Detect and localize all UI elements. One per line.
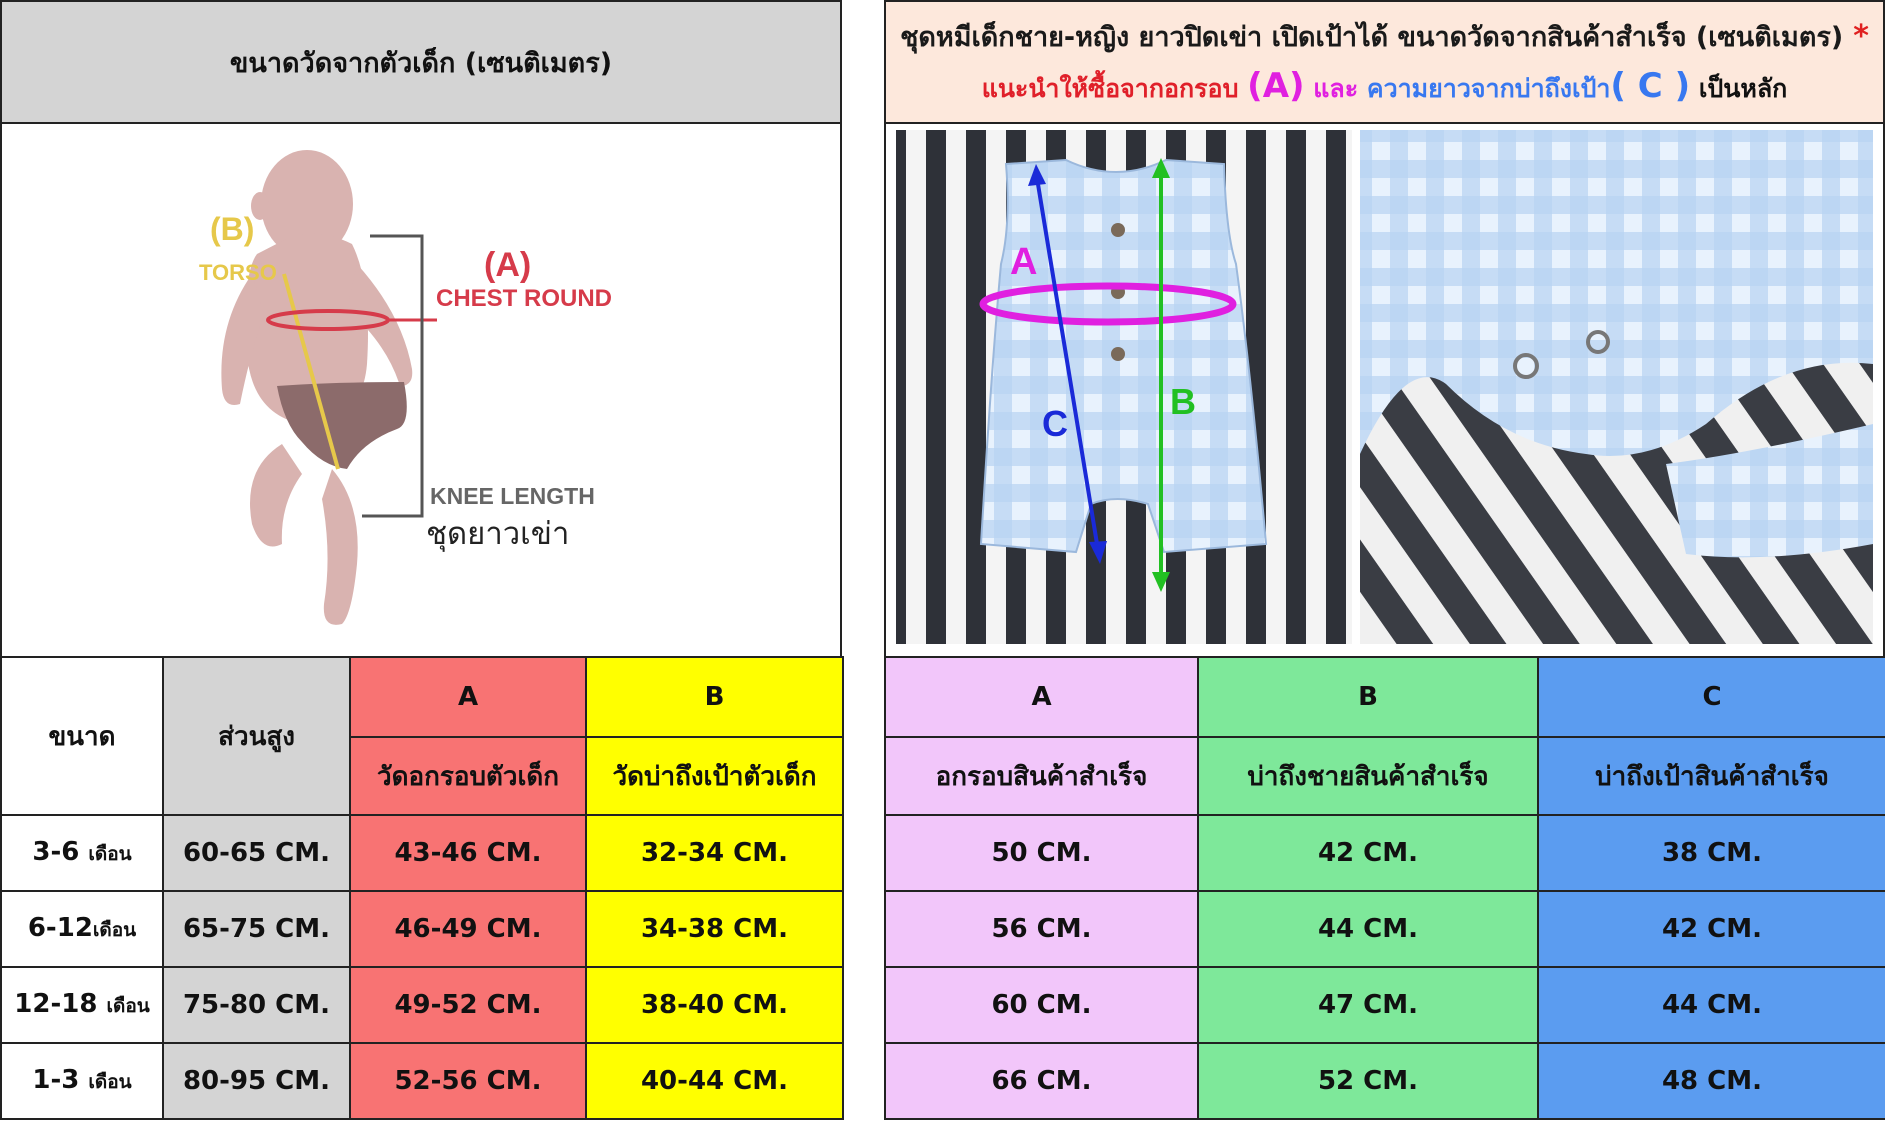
table-row: 50 CM. 42 CM. 38 CM. [885, 815, 1885, 891]
product-size-table [884, 656, 1885, 1120]
col-sub-c: บ่าถึงเป้าสินค้าสำเร็จ [1538, 737, 1885, 815]
left-header [0, 0, 842, 124]
table-row: 56 CM. 44 CM. 42 CM. [885, 891, 1885, 967]
col-header-b: B [586, 657, 843, 737]
table-row: 3-6 เดือน 60-65 CM. 43-46 CM. 32-34 CM. [1, 815, 843, 891]
table-row: 60 CM. 47 CM. 44 CM. [885, 967, 1885, 1043]
table-row: 66 CM. 52 CM. 48 CM. [885, 1043, 1885, 1119]
label-knee-length-thai: ชุดยาวเข่า [426, 516, 570, 551]
col-header-b: B [1198, 657, 1538, 737]
knee-length-bracket [362, 236, 422, 516]
right-header [884, 0, 1885, 124]
col-header-c: C [1538, 657, 1885, 737]
baby-figure [2, 124, 840, 656]
photo-label-c: C [1042, 403, 1068, 444]
col-header-height: ส่วนสูง [163, 657, 350, 815]
label-torso: TORSO [199, 260, 277, 285]
col-sub-b: วัดบ่าถึงเป้าตัวเด็ก [586, 737, 843, 815]
col-header-size: ขนาด [1, 657, 163, 815]
label-knee-length: KNEE LENGTH [430, 483, 595, 509]
table-row: 12-18 เดือน 75-80 CM. 49-52 CM. 38-40 CM. [1, 967, 843, 1043]
left-header-title: ขนาดวัดจากตัวเด็ก (เซนติเมตร) [229, 47, 613, 79]
table-row: 6-12เดือน 65-75 CM. 46-49 CM. 34-38 CM. [1, 891, 843, 967]
photo-label-b: B [1170, 381, 1196, 422]
col-sub-b: บ่าถึงชายสินค้าสำเร็จ [1198, 737, 1538, 815]
col-sub-a: วัดอกรอบตัวเด็ก [350, 737, 586, 815]
right-header-line1: ชุดหมีเด็กชาย-หญิง ยาวปิดเข่า เปิดเป้าได้ ขนาดวัดจากสินค้าสำเร็จ (เซนติเมตร) [900, 22, 1844, 53]
right-header-line2: แนะนำให้ซื้อจากอกรอบ (A) และ ความยาวจากบ่าถึงเป้า( C ) เป็นหลัก [981, 66, 1788, 106]
col-header-a: A [350, 657, 586, 737]
label-b: (B) [210, 211, 255, 247]
col-sub-a: อกรอบสินค้าสำเร็จ [885, 737, 1198, 815]
product-photos [884, 122, 1885, 658]
asterisk: * [1853, 19, 1869, 54]
label-a: (A) [484, 246, 532, 284]
photo-label-a: A [1010, 241, 1038, 283]
table-row: 1-3 เดือน 80-95 CM. 52-56 CM. 40-44 CM. [1, 1043, 843, 1119]
label-chest-round: CHEST ROUND [436, 285, 613, 312]
child-size-table [0, 656, 844, 1120]
baby-measurement-illustration [0, 122, 842, 658]
diaper [277, 382, 407, 469]
col-header-a: A [885, 657, 1198, 737]
